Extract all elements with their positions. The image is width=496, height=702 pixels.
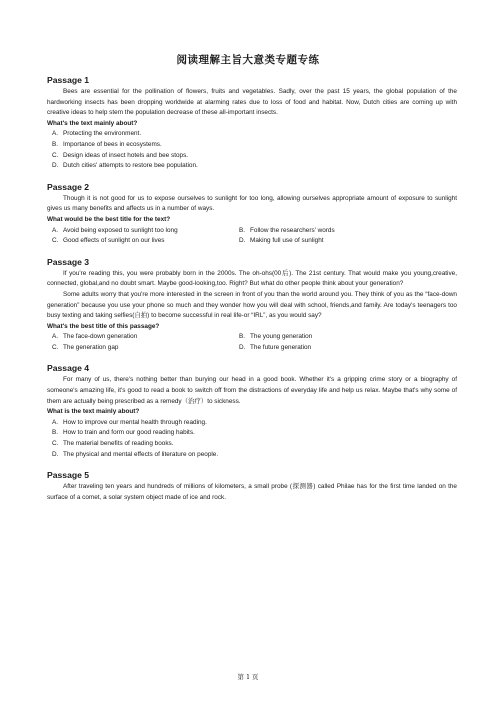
option-text: Avoid being exposed to sunlight too long: [63, 226, 178, 234]
option-b: [239, 332, 439, 343]
passage-paragraph: If you're reading this, you were probably born in the 2000s. The oh-ohs(00后). The 21st century. That would make you young,creative, connected, global,and no doubt smart. Maybe good-looking,too. Right? But what do other people think about your generation?: [47, 269, 457, 288]
option-text: Importance of bees in ecosystems.: [63, 140, 162, 148]
option-text: The generation gap: [63, 343, 119, 351]
page-number: 第 1 页: [237, 673, 259, 681]
passage-paragraph: After traveling ten years and hundreds of millions of kilometers, a small probe (探测器) called Philae has for the first time landed on the surface of a comet, a solar system object made of ice and rock.: [47, 483, 457, 501]
option-text: The young generation: [250, 333, 313, 341]
passage-heading: Passage 2: [47, 181, 90, 192]
passage-heading: Passage 3: [47, 256, 90, 267]
option-a: [47, 129, 457, 140]
passage-5: [47, 469, 457, 503]
option-text: Follow the researchers' words: [250, 226, 335, 234]
document-body: [47, 74, 457, 512]
option-letter: B.: [239, 333, 246, 341]
option-c: [47, 439, 457, 450]
option-text: The material benefits of reading books.: [63, 440, 174, 448]
option-d: [239, 236, 439, 247]
option-text: Protecting the environment.: [63, 130, 142, 138]
passage-heading: Passage 5: [47, 470, 90, 481]
option-a: [47, 418, 457, 429]
question: What is the text mainly about?: [47, 408, 140, 416]
passage-paragraph: For many of us, there's nothing better than burying our head in a good book. Whether it's a gripping crime story or a biography of someone's amazing life, it's good to read a book to switch off from the distractions of everyday life and help us relax. Maybe that's why some of them are actually being prescribed as a remedy（治疗）to sickness.: [47, 376, 457, 405]
passage-paragraph: Some adults worry that you're more interested in the screen in front of you than the world around you. They think of you as the “face-down generation” because you use your phone so much and they wonder how you will deal with school, friends,and family. Are today's teenagers too busy texting and taking selfies(自拍) to become successful in real life-or “IRL”, as you would say?: [47, 290, 457, 320]
option-text: The future generation: [250, 343, 312, 351]
option-letter: B.: [239, 226, 246, 234]
option-c: [52, 343, 239, 354]
option-d: [239, 343, 439, 354]
option-b: [47, 428, 457, 439]
passage-3: [47, 256, 457, 354]
option-letter: C.: [52, 151, 59, 159]
option-text: The face-down generation: [63, 333, 138, 341]
option-b: [47, 140, 457, 151]
option-letter: A.: [52, 130, 59, 138]
option-text: Good effects of sunlight on our lives: [63, 237, 165, 245]
option-letter: A.: [52, 333, 59, 341]
option-letter: C.: [52, 440, 59, 448]
passage-paragraph: Though it is not good for us to expose ourselves to sunlight for too long, allowing ourselves appropriate amount of exposure to sunlight gives us many benefits and affects us in a number of ways.: [47, 194, 457, 213]
option-letter: D.: [239, 237, 246, 245]
passage-1: [47, 74, 457, 172]
option-a: [52, 332, 239, 343]
option-letter: C.: [52, 343, 59, 351]
option-text: How to train and form our good reading habits.: [63, 429, 195, 437]
option-text: Dutch cities' attempts to restore bee population.: [63, 162, 198, 170]
options-grid: [47, 332, 457, 353]
option-d: [47, 161, 457, 172]
option-letter: A.: [52, 226, 59, 234]
passage-4: [47, 362, 457, 460]
option-d: [47, 450, 457, 461]
passage-paragraph: Bees are essential for the pollination of flowers, fruits and vegetables. Sadly, over the past 15 years, the global population of the hardworking insects has been dropping worldwide at alarming rates due to loss of food and habitat. Now, Dutch cities are coming up with creative ideas to help stem the population decrease of these all-important insects.: [47, 88, 457, 117]
passage-heading: Passage 1: [47, 75, 90, 85]
passage-2: [47, 181, 457, 247]
option-text: The physical and mental effects of literature on people.: [63, 450, 219, 458]
question: What's the best title of this passage?: [47, 322, 160, 330]
option-a: [52, 226, 239, 237]
option-c: [52, 236, 239, 247]
option-letter: B.: [52, 140, 59, 148]
option-letter: A.: [52, 418, 59, 426]
question: What's the text mainly about?: [47, 119, 138, 127]
option-letter: D.: [52, 450, 59, 458]
option-text: How to improve our mental health through reading.: [63, 418, 207, 426]
option-text: Design ideas of insect hotels and bee stops.: [63, 151, 189, 159]
option-letter: D.: [52, 162, 59, 170]
passage-heading: Passage 4: [47, 363, 90, 374]
option-text: Making full use of sunlight: [250, 237, 324, 245]
question: What would be the best title for the text?: [47, 215, 171, 223]
option-letter: C.: [52, 237, 59, 245]
option-c: [47, 151, 457, 162]
option-letter: B.: [52, 429, 59, 437]
option-letter: D.: [239, 343, 246, 351]
option-b: [239, 226, 439, 237]
document-title: 阅读理解主旨大意类专题专练: [176, 54, 320, 66]
options-grid: [47, 226, 457, 247]
